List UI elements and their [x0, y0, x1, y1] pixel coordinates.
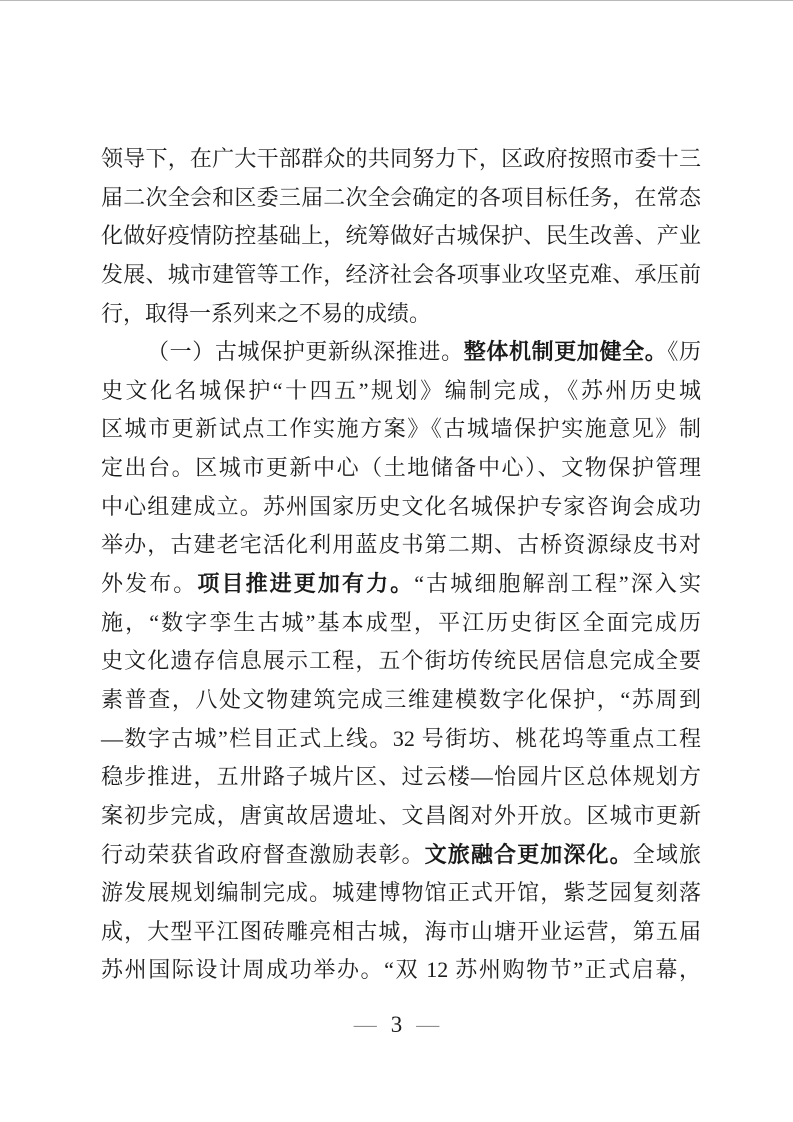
text-segment: 发展、城市建管等工作，经济社会各项事业攻坚克难、承压前 — [101, 261, 701, 287]
text-line — [101, 797, 701, 836]
text-segment: （一）古城保护更新纵深推进。 — [147, 339, 464, 365]
text-line — [101, 449, 701, 488]
text-line — [101, 526, 701, 565]
text-segment: 全域旅 — [632, 841, 701, 867]
text-line — [101, 642, 701, 681]
text-segment: 行，取得一系列来之不易的成绩。 — [101, 300, 432, 326]
text-line — [101, 951, 701, 990]
text-segment: 史文化遗存信息展示工程，五个街坊传统民居信息完成全要 — [101, 648, 701, 674]
text-line — [101, 179, 701, 218]
text-segment: 区城市更新试点工作实施方案》《古城墙保护实施意见》制 — [101, 416, 701, 442]
text-segment: 定出台。区城市更新中心（土地储备中心）、文物保护管理 — [101, 455, 701, 481]
text-line — [101, 295, 701, 334]
text-line — [101, 140, 701, 179]
text-segment: 行动荣获省政府督查激励表彰。 — [101, 841, 425, 867]
text-segment: 化做好疫情防控基础上，统筹做好古城保护、民生改善、产业 — [101, 223, 701, 249]
text-line — [101, 217, 701, 256]
text-line — [101, 488, 701, 527]
text-segment: 案初步完成，唐寅故居遗址、文昌阁对外开放。区城市更新 — [101, 802, 701, 828]
text-segment: 稳步推进，五卅路子城片区、过云楼—怡园片区总体规划方 — [101, 764, 701, 790]
text-segment: 苏州国际设计周成功举办。“双 12 苏州购物节”正式启幕， — [101, 957, 701, 983]
page-number-dash-left: — — [353, 1012, 377, 1037]
page-footer — [0, 1006, 793, 1044]
text-segment: —数字古城”栏目正式上线。32 号街坊、桃花坞等重点工程 — [101, 725, 701, 751]
text-segment: 素普查，八处文物建筑完成三维建模数字化保护，“苏周到 — [101, 686, 701, 712]
text-segment: “古城细胞解剖工程”深入实 — [414, 571, 701, 597]
text-segment: 中心组建成立。苏州国家历史文化名城保护专家咨询会成功 — [101, 493, 701, 519]
bold-emphasis: 文旅融合更加深化。 — [424, 841, 633, 867]
text-line — [101, 720, 701, 759]
text-segment: 届二次全会和区委三届二次全会确定的各项目标任务，在常态 — [101, 184, 701, 210]
text-line — [101, 410, 701, 449]
page-number-dash-right: — — [416, 1012, 440, 1037]
text-segment: 举办，古建老宅活化利用蓝皮书第二期、古桥资源绿皮书对 — [101, 532, 701, 558]
scan-top-edge — [0, 0, 793, 1]
bold-emphasis: 项目推进更加有力。 — [197, 571, 415, 597]
text-line — [101, 256, 701, 295]
text-line — [101, 372, 701, 411]
text-segment: 史文化名城保护“十四五”规划》编制完成，《苏州历史城 — [101, 377, 701, 403]
text-line — [101, 758, 701, 797]
text-line — [101, 604, 701, 643]
document-body — [101, 140, 701, 990]
text-segment: 施，“数字孪生古城”基本成型，平江历史街区全面完成历 — [101, 609, 701, 635]
text-line — [101, 874, 701, 913]
text-line — [101, 913, 701, 952]
text-segment: 外发布。 — [101, 571, 198, 597]
page-number: 3 — [390, 1012, 403, 1037]
text-line — [101, 836, 701, 875]
text-line — [101, 333, 701, 372]
text-segment: 领导下，在广大干部群众的共同努力下，区政府按照市委十三 — [101, 146, 701, 171]
text-segment: 《历 — [667, 339, 701, 365]
text-line — [101, 681, 701, 720]
text-segment: 成，大型平江图砖雕亮相古城，海市山塘开业运营，第五届 — [101, 918, 701, 944]
text-line — [101, 565, 701, 604]
text-segment: 游发展规划编制完成。城建博物馆正式开馆，紫芝园复刻落 — [101, 880, 701, 906]
bold-emphasis: 整体机制更加健全。 — [463, 339, 668, 365]
